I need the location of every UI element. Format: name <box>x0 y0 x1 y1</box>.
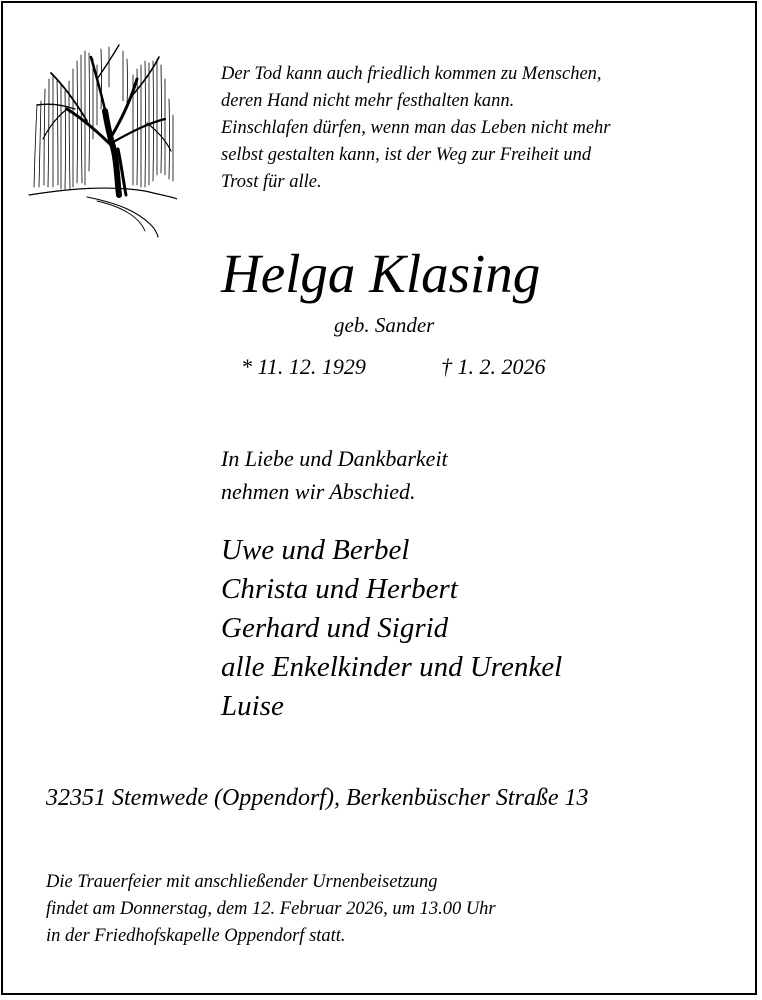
quote-line: selbst gestalten kann, ist der Weg zur Freiheit und <box>221 145 592 165</box>
death-notice <box>1 1 757 995</box>
mourner-line: Christa und Herbert <box>221 573 458 605</box>
deceased-name: Helga Klasing <box>221 243 541 304</box>
family-address: 32351 Stemwede (Oppendorf), Berkenbüscher Straße 13 <box>46 785 589 811</box>
weeping-willow-icon <box>27 39 177 239</box>
service-line: findet am Donnerstag, dem 12. Februar 2026, um 13.00 Uhr <box>46 899 496 919</box>
mourner-line: Gerhard und Sigrid <box>221 612 449 644</box>
farewell-line: In Liebe und Dankbarkeit <box>221 446 448 471</box>
farewell-line: nehmen wir Abschied. <box>221 479 416 504</box>
death-date: † 1. 2. 2026 <box>441 354 546 379</box>
birth-date: * 11. 12. 1929 <box>241 354 366 379</box>
mourner-line: Luise <box>221 690 284 722</box>
service-line: in der Friedhofskapelle Oppendorf statt. <box>46 926 346 946</box>
mourner-line: Uwe und Berbel <box>221 534 410 566</box>
quote-line: deren Hand nicht mehr festhalten kann. <box>221 91 515 111</box>
quote-line: Der Tod kann auch friedlich kommen zu Menschen, <box>221 64 602 84</box>
service-line: Die Trauerfeier mit anschließender Urnenbeisetzung <box>46 872 438 892</box>
mourners-list <box>221 531 562 726</box>
maiden-name: geb. Sander <box>334 313 435 337</box>
life-dates <box>241 351 546 383</box>
quote-line: Trost für alle. <box>221 172 322 192</box>
mourner-line: alle Enkelkinder und Urenkel <box>221 651 563 683</box>
farewell-text <box>221 442 448 508</box>
memorial-quote <box>221 61 741 196</box>
quote-line: Einschlafen dürfen, wenn man das Leben nicht mehr <box>221 118 611 138</box>
funeral-service-info <box>46 869 496 950</box>
